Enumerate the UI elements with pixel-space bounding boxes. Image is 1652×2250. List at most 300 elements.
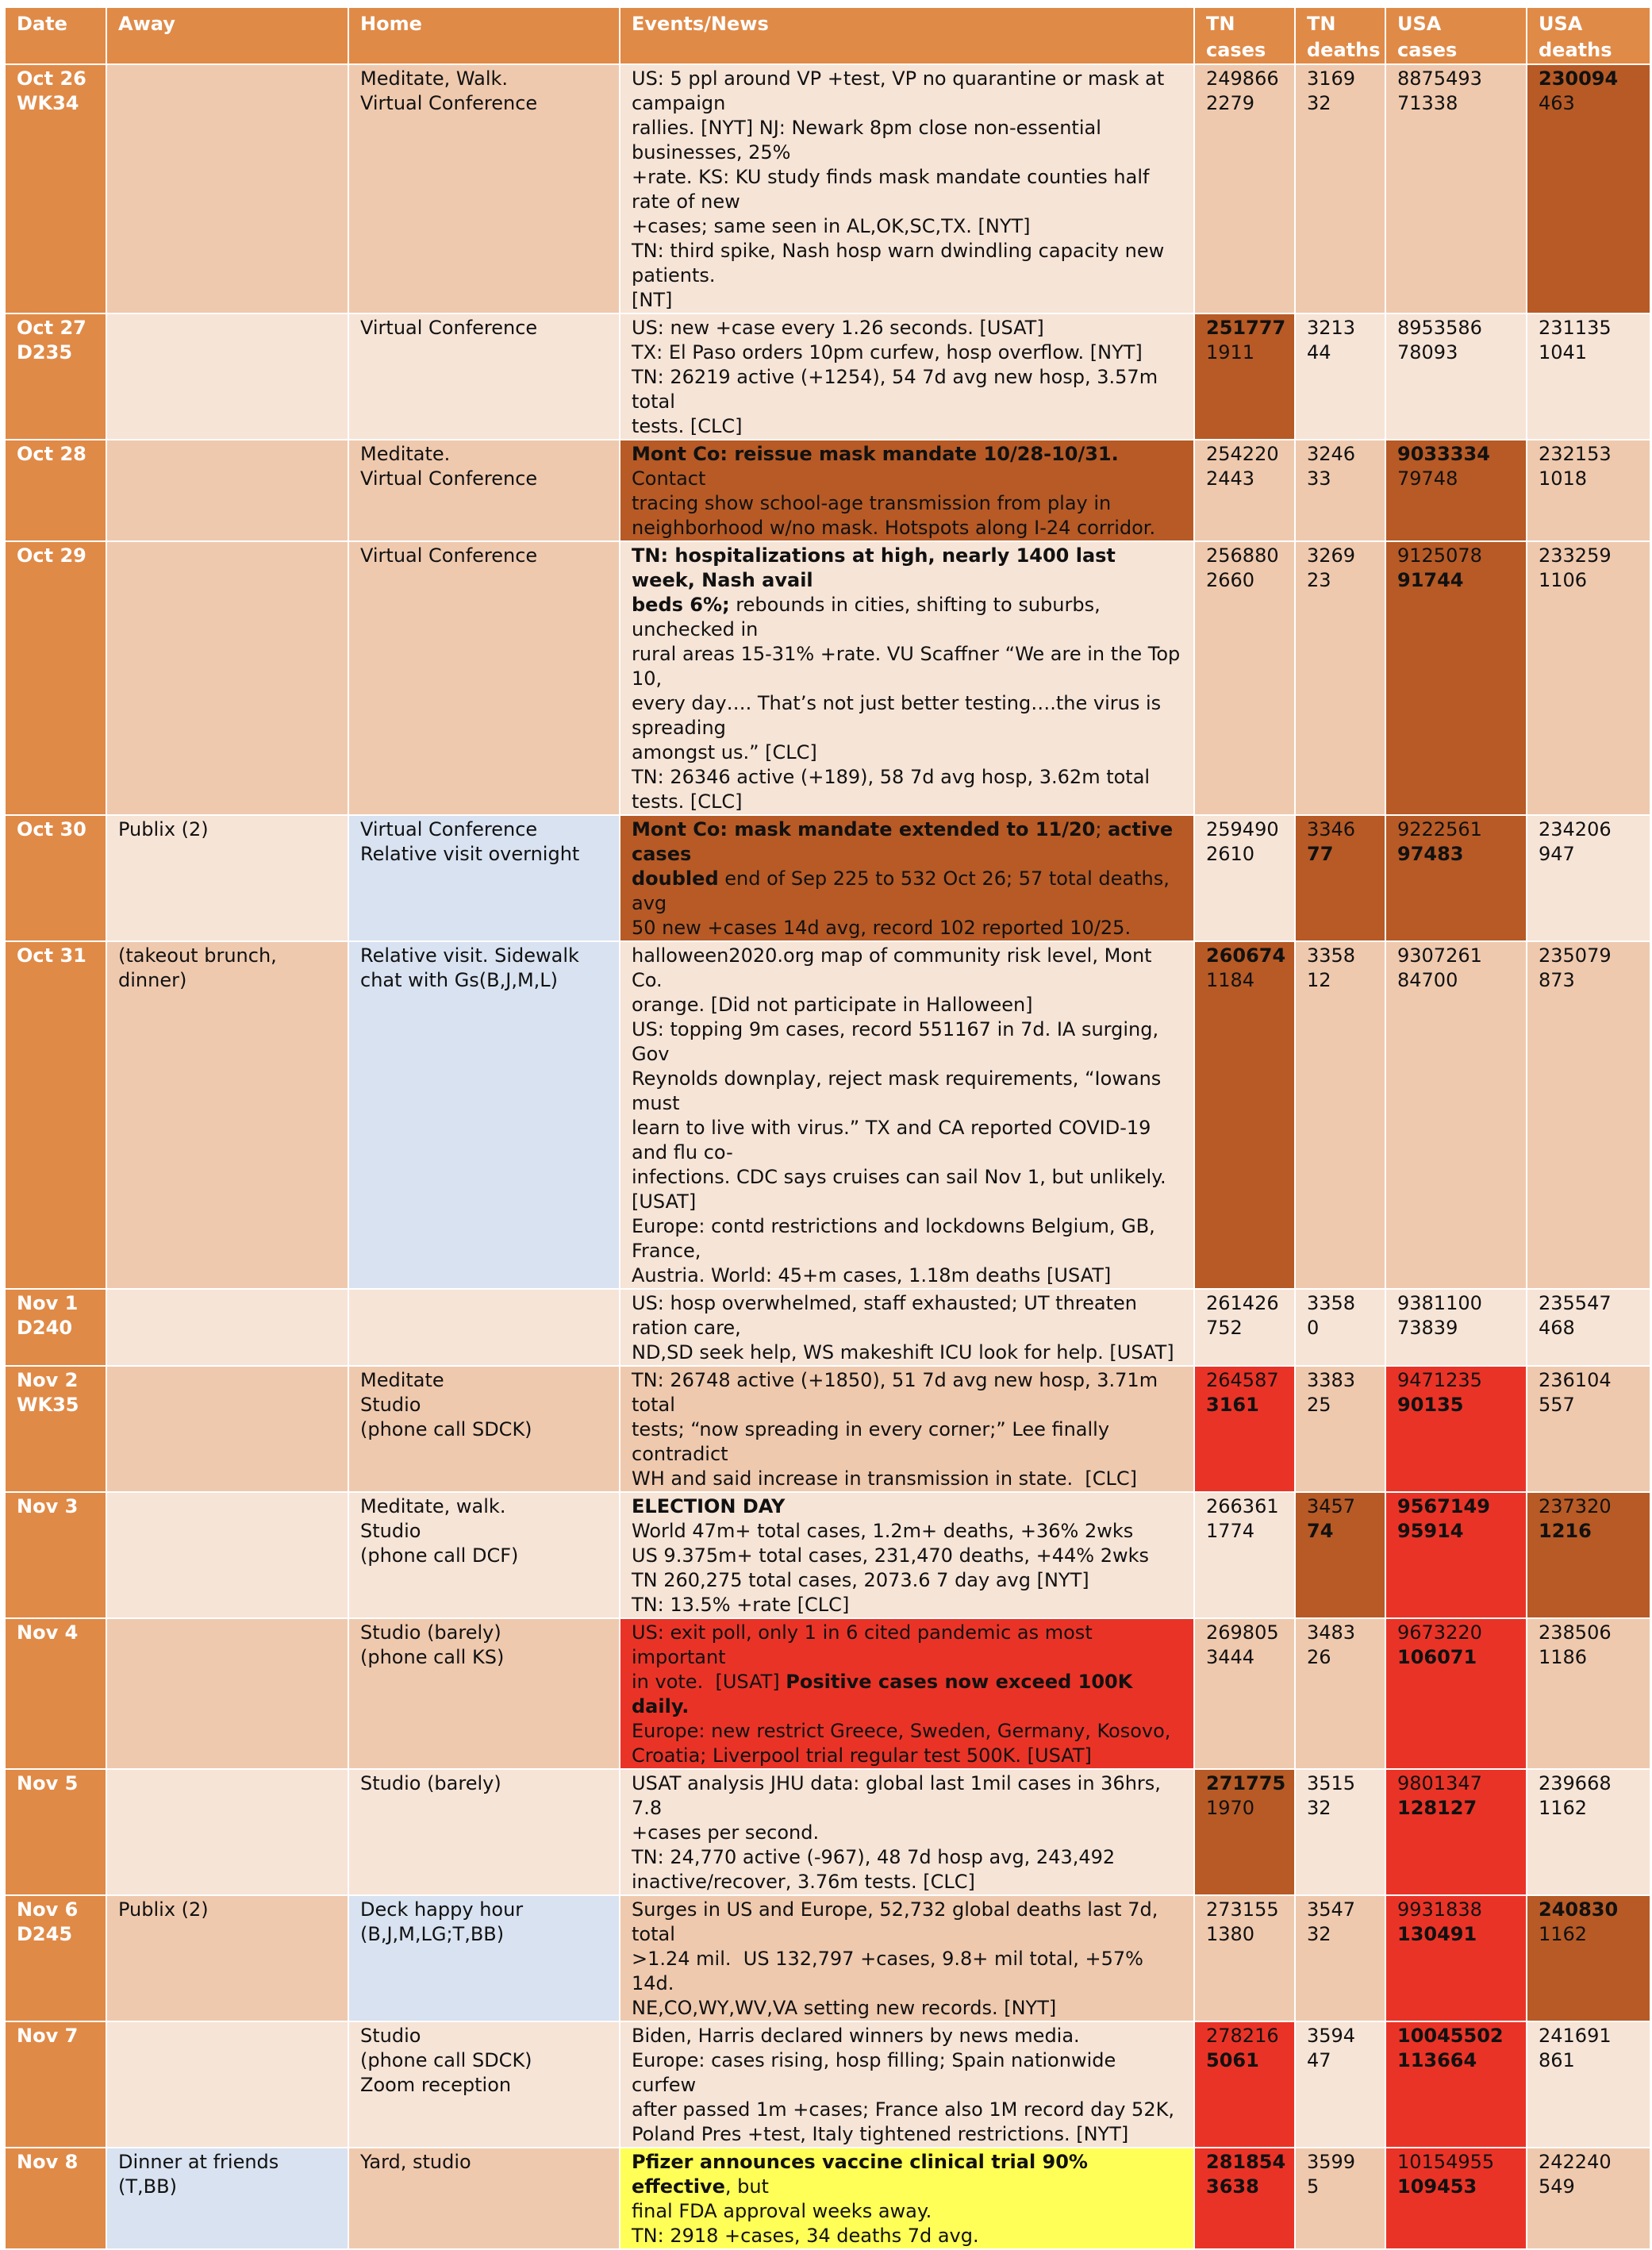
news-line [632, 1719, 1182, 1744]
cell-line: Oct 26 [17, 67, 86, 90]
news-text: infections. CDC says cruises can sail Nov 1, but unlikely. [USAT] [632, 1166, 1173, 1213]
cumulative-value: 269805 [1206, 1621, 1279, 1644]
tn-deaths-cell [1295, 64, 1385, 313]
table-row [5, 1769, 1650, 1895]
cumulative-value: 237320 [1539, 1495, 1612, 1517]
home-cell [348, 1366, 620, 1492]
daily-value: 1216 [1539, 1520, 1592, 1542]
news-line [632, 340, 1182, 365]
cumulative-value: 3599 [1307, 2151, 1356, 2173]
news-line [632, 2098, 1182, 2122]
date-cell [5, 64, 106, 313]
away-cell [106, 313, 348, 440]
news-line [632, 2224, 1182, 2248]
cumulative-value: 9222561 [1397, 818, 1482, 840]
usa-deaths-cell [1527, 313, 1650, 440]
home-cell [348, 541, 620, 815]
news-line [632, 593, 1182, 642]
news-line [632, 1067, 1182, 1116]
away-cell [106, 64, 348, 313]
cell-line: Nov 1 [17, 1292, 79, 1314]
daily-value: 74 [1307, 1520, 1334, 1542]
news-line [632, 1519, 1182, 1544]
cell-line: WK35 [17, 1394, 79, 1416]
usa-cases-cell [1385, 1366, 1527, 1492]
news-line [632, 1568, 1182, 1593]
home-cell [348, 941, 620, 1289]
cell-line: Virtual Conference [360, 544, 538, 567]
daily-value: 557 [1539, 1394, 1575, 1416]
home-cell [348, 64, 620, 313]
news-text: +cases; same seen in AL,OK,SC,TX. [NYT] [632, 215, 1031, 237]
usa-deaths-cell [1527, 1769, 1650, 1895]
cumulative-value: 239668 [1539, 1772, 1612, 1794]
table-body [5, 64, 1650, 2249]
cell-line: Nov 3 [17, 1495, 79, 1517]
news-bold-text: active cases [632, 818, 1180, 865]
date-cell [5, 440, 106, 541]
home-cell [348, 1895, 620, 2021]
col-header-date: Date [5, 7, 106, 64]
news-line [632, 642, 1186, 691]
news-line [632, 1417, 1182, 1467]
news-text: US: 5 ppl around VP +test, VP no quarantine or mask at campaign [632, 67, 1170, 114]
news-text: TN: 2918 +cases, 34 deaths 7d avg. [632, 2225, 979, 2247]
news-text: [NT] [632, 289, 673, 311]
tn-deaths-cell [1295, 1492, 1385, 1618]
daily-value: 44 [1307, 341, 1331, 363]
news-text: NE,CO,WY,WV,VA setting new records. [NYT] [632, 1997, 1057, 2019]
usa-cases-cell [1385, 1618, 1527, 1769]
cumulative-value: 9931838 [1397, 1898, 1482, 1921]
news-text: Surges in US and Europe, 52,732 global deaths last 7d, total [632, 1898, 1164, 1945]
news-text: every day…. That’s not just better testing….the virus is spreading [632, 692, 1167, 739]
news-line [632, 165, 1182, 214]
daily-value: 1184 [1206, 969, 1255, 991]
cumulative-value: 235079 [1539, 944, 1612, 967]
news-line [632, 765, 1182, 814]
date-cell [5, 1289, 106, 1366]
cumulative-value: 242240 [1539, 2151, 1612, 2173]
daily-value: 3638 [1206, 2175, 1259, 2198]
events-news-cell [620, 941, 1194, 1289]
daily-value: 97483 [1397, 843, 1464, 865]
table-row [5, 440, 1650, 541]
usa-cases-cell [1385, 313, 1527, 440]
cell-line: Virtual Conference [360, 92, 538, 114]
usa-cases-cell [1385, 1492, 1527, 1618]
tn-cases-cell [1194, 815, 1295, 941]
date-cell [5, 2021, 106, 2148]
cumulative-value: 3269 [1307, 544, 1356, 567]
news-line [632, 491, 1182, 516]
tn-cases-cell [1194, 1895, 1295, 2021]
news-text: Europe: cases rising, hosp filling; Spain nationwide curfew [632, 2049, 1122, 2096]
cumulative-value: 3213 [1307, 317, 1356, 339]
usa-cases-cell [1385, 1769, 1527, 1895]
usa-cases-cell [1385, 815, 1527, 941]
news-bold-text: Mont Co: reissue mask mandate 10/28-10/31. [632, 443, 1119, 465]
cumulative-value: 236104 [1539, 1369, 1612, 1391]
cell-line: dinner) [118, 969, 187, 991]
news-line [632, 1368, 1182, 1417]
news-line [632, 1263, 1182, 1288]
news-text: end of Sep 225 to 532 Oct 26; 57 total deaths, avg [632, 867, 1176, 914]
news-text: TN: 26346 active (+189), 58 7d avg hosp, 3.62m total tests. [CLC] [632, 766, 1156, 813]
table-row [5, 313, 1650, 440]
daily-value: 947 [1539, 843, 1575, 865]
tn-deaths-cell [1295, 1895, 1385, 2021]
cell-line: Publix (2) [118, 1898, 209, 1921]
news-line [632, 2048, 1182, 2098]
cell-line: Meditate [360, 1369, 444, 1391]
cell-line: Virtual Conference [360, 317, 538, 339]
usa-deaths-cell [1527, 815, 1650, 941]
tn-cases-cell [1194, 1769, 1295, 1895]
cell-line: (takeout brunch, [118, 944, 277, 967]
covid-journal-table [4, 6, 1651, 2250]
cell-line: Studio (barely) [360, 1621, 501, 1644]
cell-line: (phone call SDCK) [360, 2049, 532, 2071]
cumulative-value: 261426 [1206, 1292, 1279, 1314]
news-text: Poland Pres +test, Italy tightened restrictions. [NYT] [632, 2123, 1129, 2145]
daily-value: 5061 [1206, 2049, 1259, 2071]
daily-value: 84700 [1397, 969, 1458, 991]
news-line [632, 817, 1182, 867]
daily-value: 32 [1307, 1923, 1331, 1945]
news-line [632, 288, 1182, 313]
tn-cases-cell [1194, 2021, 1295, 2148]
usa-deaths-cell [1527, 440, 1650, 541]
news-text: rebounds in cities, shifting to suburbs, unchecked in [632, 594, 1107, 640]
cumulative-value: 9673220 [1397, 1621, 1482, 1644]
col-header-tn-cases: TN cases [1194, 7, 1295, 64]
col-header-usa-cases: USA cases [1385, 7, 1527, 64]
news-text: rural areas 15-31% +rate. VU Scaffner “We are in the Top 10, [632, 643, 1186, 690]
cell-line: D240 [17, 1317, 73, 1339]
news-line [632, 993, 1182, 1017]
news-text: ; [1095, 818, 1108, 840]
daily-value: 32 [1307, 1797, 1331, 1819]
news-line [632, 214, 1182, 239]
events-news-cell [620, 440, 1194, 541]
usa-deaths-cell [1527, 541, 1650, 815]
cell-line: Nov 5 [17, 1772, 79, 1794]
daily-value: 47 [1307, 2049, 1331, 2071]
tn-deaths-cell [1295, 941, 1385, 1289]
news-line [632, 740, 1182, 765]
cell-line: Zoom reception [360, 2074, 512, 2096]
cell-line: Oct 31 [17, 944, 86, 967]
cumulative-value: 235547 [1539, 1292, 1612, 1314]
news-text: Contact [632, 443, 1125, 490]
cumulative-value: 3358 [1307, 1292, 1356, 1314]
date-cell [5, 313, 106, 440]
col-header-tn-deaths: TN deaths [1295, 7, 1385, 64]
col-header-home: Home [348, 7, 620, 64]
news-text: halloween2020.org map of community risk level, Mont Co. [632, 944, 1158, 991]
cumulative-value: 281854 [1206, 2151, 1286, 2173]
daily-value: 130491 [1397, 1923, 1477, 1945]
tn-cases-cell [1194, 313, 1295, 440]
daily-value: 5 [1307, 2175, 1320, 2198]
news-text: Croatia; Liverpool trial regular test 500K. [USAT] [632, 1744, 1092, 1767]
news-line [632, 544, 1182, 593]
away-cell [106, 1492, 348, 1618]
news-line [632, 1621, 1182, 1670]
cell-line: Meditate. [360, 443, 451, 465]
news-bold-text: beds 6%; [632, 594, 730, 616]
news-bold-text: TN: hospitalizations at high, nearly 1400 last week, Nash avail [632, 544, 1123, 591]
table-row [5, 2021, 1650, 2148]
away-cell [106, 815, 348, 941]
usa-deaths-cell [1527, 941, 1650, 1289]
news-line [632, 316, 1182, 340]
home-cell [348, 313, 620, 440]
tn-deaths-cell [1295, 2148, 1385, 2249]
cumulative-value: 9801347 [1397, 1772, 1482, 1794]
news-text: US 9.375m+ total cases, 231,470 deaths, +44% 2wks [632, 1544, 1150, 1567]
news-line [632, 2122, 1182, 2147]
cumulative-value: 3169 [1307, 67, 1356, 90]
events-news-cell [620, 1366, 1194, 1492]
news-text: , but [724, 2175, 769, 2198]
cumulative-value: 249866 [1206, 67, 1279, 90]
news-text: Reynolds downplay, reject mask requirements, “Iowans must [632, 1067, 1167, 1114]
news-text: US: hosp overwhelmed, staff exhausted; UT threaten ration care, [632, 1292, 1143, 1339]
daily-value: 3161 [1206, 1394, 1259, 1416]
news-line [632, 442, 1182, 491]
usa-deaths-cell [1527, 1618, 1650, 1769]
news-line [632, 1870, 1182, 1894]
tn-cases-cell [1194, 1289, 1295, 1366]
news-text: TX: El Paso orders 10pm curfew, hosp overflow. [NYT] [632, 341, 1143, 363]
news-line [632, 691, 1182, 740]
daily-value: 95914 [1397, 1520, 1464, 1542]
news-text: tests; “now spreading in every corner;” Lee finally contradict [632, 1418, 1116, 1465]
news-line [632, 1214, 1182, 1263]
home-cell [348, 440, 620, 541]
news-text: World 47m+ total cases, 1.2m+ deaths, +36% 2wks [632, 1520, 1134, 1542]
news-line [632, 1947, 1182, 1996]
daily-value: 1162 [1539, 1923, 1588, 1945]
news-line [632, 1017, 1182, 1067]
daily-value: 23 [1307, 569, 1331, 591]
cell-line: Publix (2) [118, 818, 209, 840]
tn-deaths-cell [1295, 1366, 1385, 1492]
table-row [5, 2148, 1650, 2249]
cell-line: Nov 8 [17, 2151, 79, 2173]
daily-value: 463 [1539, 92, 1575, 114]
cell-line: Yard, studio [360, 2151, 471, 2173]
header-row [5, 7, 1650, 64]
col-header-usa-deaths: USA deaths [1527, 7, 1650, 64]
home-cell [348, 1769, 620, 1895]
daily-value: 0 [1307, 1317, 1320, 1339]
table-row [5, 64, 1650, 313]
daily-value: 91744 [1397, 569, 1464, 591]
news-line [632, 1744, 1182, 1768]
news-line [632, 414, 1182, 439]
home-cell [348, 2021, 620, 2148]
news-text: TN 260,275 total cases, 2073.6 7 day avg [NYT] [632, 1569, 1089, 1591]
away-cell [106, 2148, 348, 2249]
daily-value: 12 [1307, 969, 1331, 991]
cell-line: WK34 [17, 92, 79, 114]
news-text: TN: 26748 active (+1850), 51 7d avg new hosp, 3.71m total [632, 1369, 1164, 1416]
news-text: +cases per second. [632, 1821, 820, 1844]
daily-value: 1911 [1206, 341, 1255, 363]
daily-value: 873 [1539, 969, 1575, 991]
cell-line: D235 [17, 341, 73, 363]
cell-line: Studio [360, 1394, 421, 1416]
cumulative-value: 8875493 [1397, 67, 1482, 90]
cumulative-value: 273155 [1206, 1898, 1279, 1921]
daily-value: 78093 [1397, 341, 1458, 363]
away-cell [106, 2021, 348, 2148]
cumulative-value: 233259 [1539, 544, 1612, 567]
news-text: Biden, Harris declared winners by news media. [632, 2025, 1080, 2047]
tn-cases-cell [1194, 2148, 1295, 2249]
daily-value: 1018 [1539, 467, 1588, 490]
cumulative-value: 9033334 [1397, 443, 1490, 465]
away-cell [106, 541, 348, 815]
cumulative-value: 230094 [1539, 67, 1619, 90]
daily-value: 468 [1539, 1317, 1575, 1339]
news-text: 50 new +cases 14d avg, record 102 reported 10/25. [632, 917, 1131, 939]
news-line [632, 1670, 1182, 1719]
events-news-cell [620, 64, 1194, 313]
tn-deaths-cell [1295, 1618, 1385, 1769]
news-text: TN: 26219 active (+1254), 54 7d avg new hosp, 3.57m total [632, 366, 1164, 413]
cumulative-value: 8953586 [1397, 317, 1482, 339]
news-line [632, 239, 1182, 288]
news-line [632, 1821, 1182, 1845]
news-text: tracing show school-age transmission from play in [632, 492, 1112, 514]
cumulative-value: 9471235 [1397, 1369, 1482, 1391]
daily-value: 77 [1307, 843, 1334, 865]
cumulative-value: 3246 [1307, 443, 1356, 465]
daily-value: 109453 [1397, 2175, 1477, 2198]
home-cell [348, 2148, 620, 2249]
events-news-cell [620, 1289, 1194, 1366]
tn-deaths-cell [1295, 541, 1385, 815]
news-text: orange. [Did not participate in Halloween] [632, 994, 1033, 1016]
daily-value: 1162 [1539, 1797, 1588, 1819]
cumulative-value: 9307261 [1397, 944, 1482, 967]
away-cell [106, 1895, 348, 2021]
daily-value: 1380 [1206, 1923, 1255, 1945]
news-text: ND,SD seek help, WS makeshift ICU look for help. [USAT] [632, 1341, 1174, 1363]
news-text: learn to live with virus.” TX and CA reported COVID-19 and flu co- [632, 1117, 1158, 1163]
news-text: WH and said increase in transmission in state. [CLC] [632, 1467, 1137, 1490]
table-row [5, 541, 1650, 815]
usa-deaths-cell [1527, 1895, 1650, 2021]
news-line [632, 365, 1182, 414]
home-cell [348, 1492, 620, 1618]
tn-deaths-cell [1295, 1289, 1385, 1366]
news-text: TN: 13.5% +rate [CLC] [632, 1594, 850, 1616]
cell-line: Oct 29 [17, 544, 86, 567]
daily-value: 549 [1539, 2175, 1575, 2198]
cell-line: Oct 30 [17, 818, 86, 840]
date-cell [5, 1618, 106, 1769]
news-text: in vote. [USAT] [632, 1671, 786, 1693]
away-cell [106, 1366, 348, 1492]
tn-deaths-cell [1295, 1769, 1385, 1895]
cell-line: Meditate, walk. [360, 1495, 506, 1517]
news-text: tests. [CLC] [632, 415, 743, 437]
daily-value: 90135 [1397, 1394, 1464, 1416]
daily-value: 2610 [1206, 843, 1255, 865]
usa-cases-cell [1385, 2021, 1527, 2148]
cell-line: Studio [360, 2025, 421, 2047]
events-news-cell [620, 1769, 1194, 1895]
cell-line: Oct 28 [17, 443, 86, 465]
daily-value: 71338 [1397, 92, 1458, 114]
cumulative-value: 260674 [1206, 944, 1286, 967]
table-row [5, 1492, 1650, 1618]
news-bold-text: Mont Co: mask mandate extended to 11/20 [632, 818, 1096, 840]
events-news-cell [620, 313, 1194, 440]
daily-value: 26 [1307, 1646, 1331, 1668]
table-row [5, 1895, 1650, 2021]
news-line [632, 1165, 1182, 1214]
cell-line: (B,J,M,LG;T,BB) [360, 1923, 505, 1945]
daily-value: 79748 [1397, 467, 1458, 490]
tn-cases-cell [1194, 1366, 1295, 1492]
news-line [632, 1771, 1182, 1821]
cell-line: Meditate, Walk. [360, 67, 509, 90]
daily-value: 1106 [1539, 569, 1588, 591]
news-line [632, 1340, 1182, 1365]
daily-value: 1970 [1206, 1797, 1255, 1819]
cumulative-value: 256880 [1206, 544, 1279, 567]
daily-value: 2279 [1206, 92, 1255, 114]
tn-cases-cell [1194, 941, 1295, 1289]
home-cell [348, 1618, 620, 1769]
cell-line: Deck happy hour [360, 1898, 524, 1921]
daily-value: 1041 [1539, 341, 1588, 363]
news-text: +rate. KS: KU study finds mask mandate counties half rate of new [632, 166, 1156, 213]
cell-line: Virtual Conference [360, 467, 538, 490]
usa-cases-cell [1385, 2148, 1527, 2249]
cumulative-value: 9567149 [1397, 1495, 1490, 1517]
col-header-events: Events/News [620, 7, 1194, 64]
cumulative-value: 278216 [1206, 2025, 1279, 2047]
events-news-cell [620, 2148, 1194, 2249]
news-text: Europe: contd restrictions and lockdowns Belgium, GB, France, [632, 1215, 1162, 1262]
date-cell [5, 1769, 106, 1895]
cumulative-value: 3358 [1307, 944, 1356, 967]
cumulative-value: 238506 [1539, 1621, 1612, 1644]
news-line [632, 944, 1182, 993]
usa-cases-cell [1385, 64, 1527, 313]
usa-cases-cell [1385, 440, 1527, 541]
cell-line: (phone call SDCK) [360, 1418, 532, 1440]
usa-cases-cell [1385, 541, 1527, 815]
news-text: >1.24 mil. US 132,797 +cases, 9.8+ mil total, +57% 14d. [632, 1948, 1150, 1994]
tn-cases-cell [1194, 541, 1295, 815]
news-text: inactive/recover, 3.76m tests. [CLC] [632, 1871, 975, 1893]
cumulative-value: 3515 [1307, 1772, 1356, 1794]
cumulative-value: 240830 [1539, 1898, 1619, 1921]
news-text: final FDA approval weeks away. [632, 2200, 932, 2222]
usa-deaths-cell [1527, 1492, 1650, 1618]
cell-line: D245 [17, 1923, 73, 1945]
cumulative-value: 10154955 [1397, 2151, 1495, 2173]
date-cell [5, 1492, 106, 1618]
